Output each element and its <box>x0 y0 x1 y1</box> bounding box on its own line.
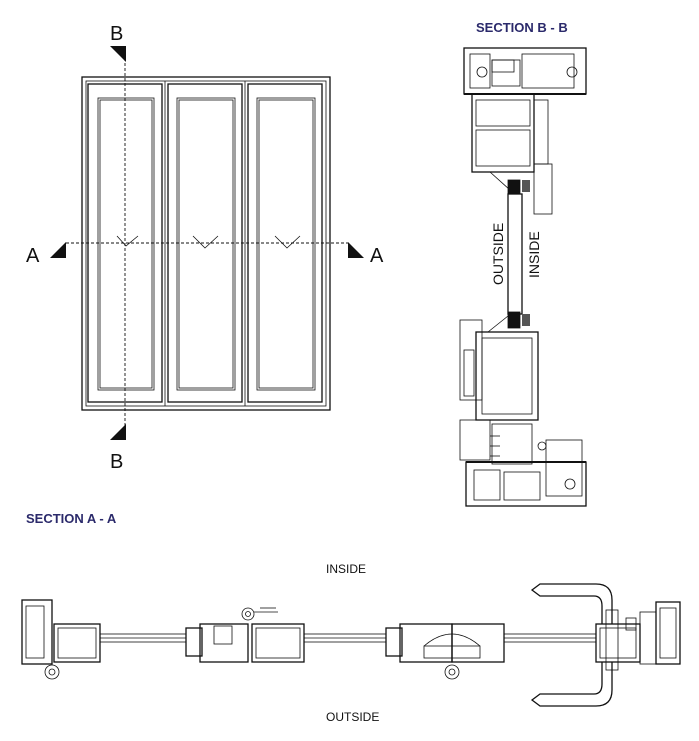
hinge-2 <box>400 624 504 679</box>
elevation-view <box>26 23 384 473</box>
head-profile <box>464 48 586 94</box>
marker-a-right: A <box>370 245 384 267</box>
door-panel-2 <box>168 84 242 402</box>
door-handle <box>532 584 636 706</box>
section-bb-title: SECTION B - B <box>476 20 568 35</box>
fold-indicators <box>117 236 300 248</box>
section-bb-outside-label: OUTSIDE <box>490 222 506 285</box>
sill-profile <box>466 440 586 506</box>
section-b-bottom-arrow <box>110 424 126 440</box>
outer-frame <box>82 77 330 410</box>
section-aa-outside-label: OUTSIDE <box>326 710 380 724</box>
section-bb <box>460 20 586 506</box>
right-jamb-profile <box>640 602 680 664</box>
section-aa-inside-label: INSIDE <box>326 562 367 576</box>
section-aa <box>22 511 680 724</box>
sash-2-profile <box>252 624 402 662</box>
inner-frame <box>86 81 326 406</box>
marker-b-bottom: B <box>110 451 124 473</box>
marker-a-left: A <box>26 245 40 267</box>
section-a-right-arrow <box>348 242 364 258</box>
section-a-left-arrow <box>50 242 66 258</box>
hinge-1 <box>200 608 278 662</box>
door-panel-3 <box>248 84 322 402</box>
section-bb-inside-label: INSIDE <box>526 231 542 278</box>
glass-pane <box>508 194 522 314</box>
section-aa-title: SECTION A - A <box>26 511 117 526</box>
marker-b-top: B <box>110 23 124 45</box>
section-b-top-arrow <box>110 46 126 62</box>
top-sash-profile <box>472 94 552 214</box>
sash-3-profile <box>504 624 640 662</box>
bottom-sash-profile <box>460 312 538 464</box>
sash-1-profile <box>54 624 202 662</box>
